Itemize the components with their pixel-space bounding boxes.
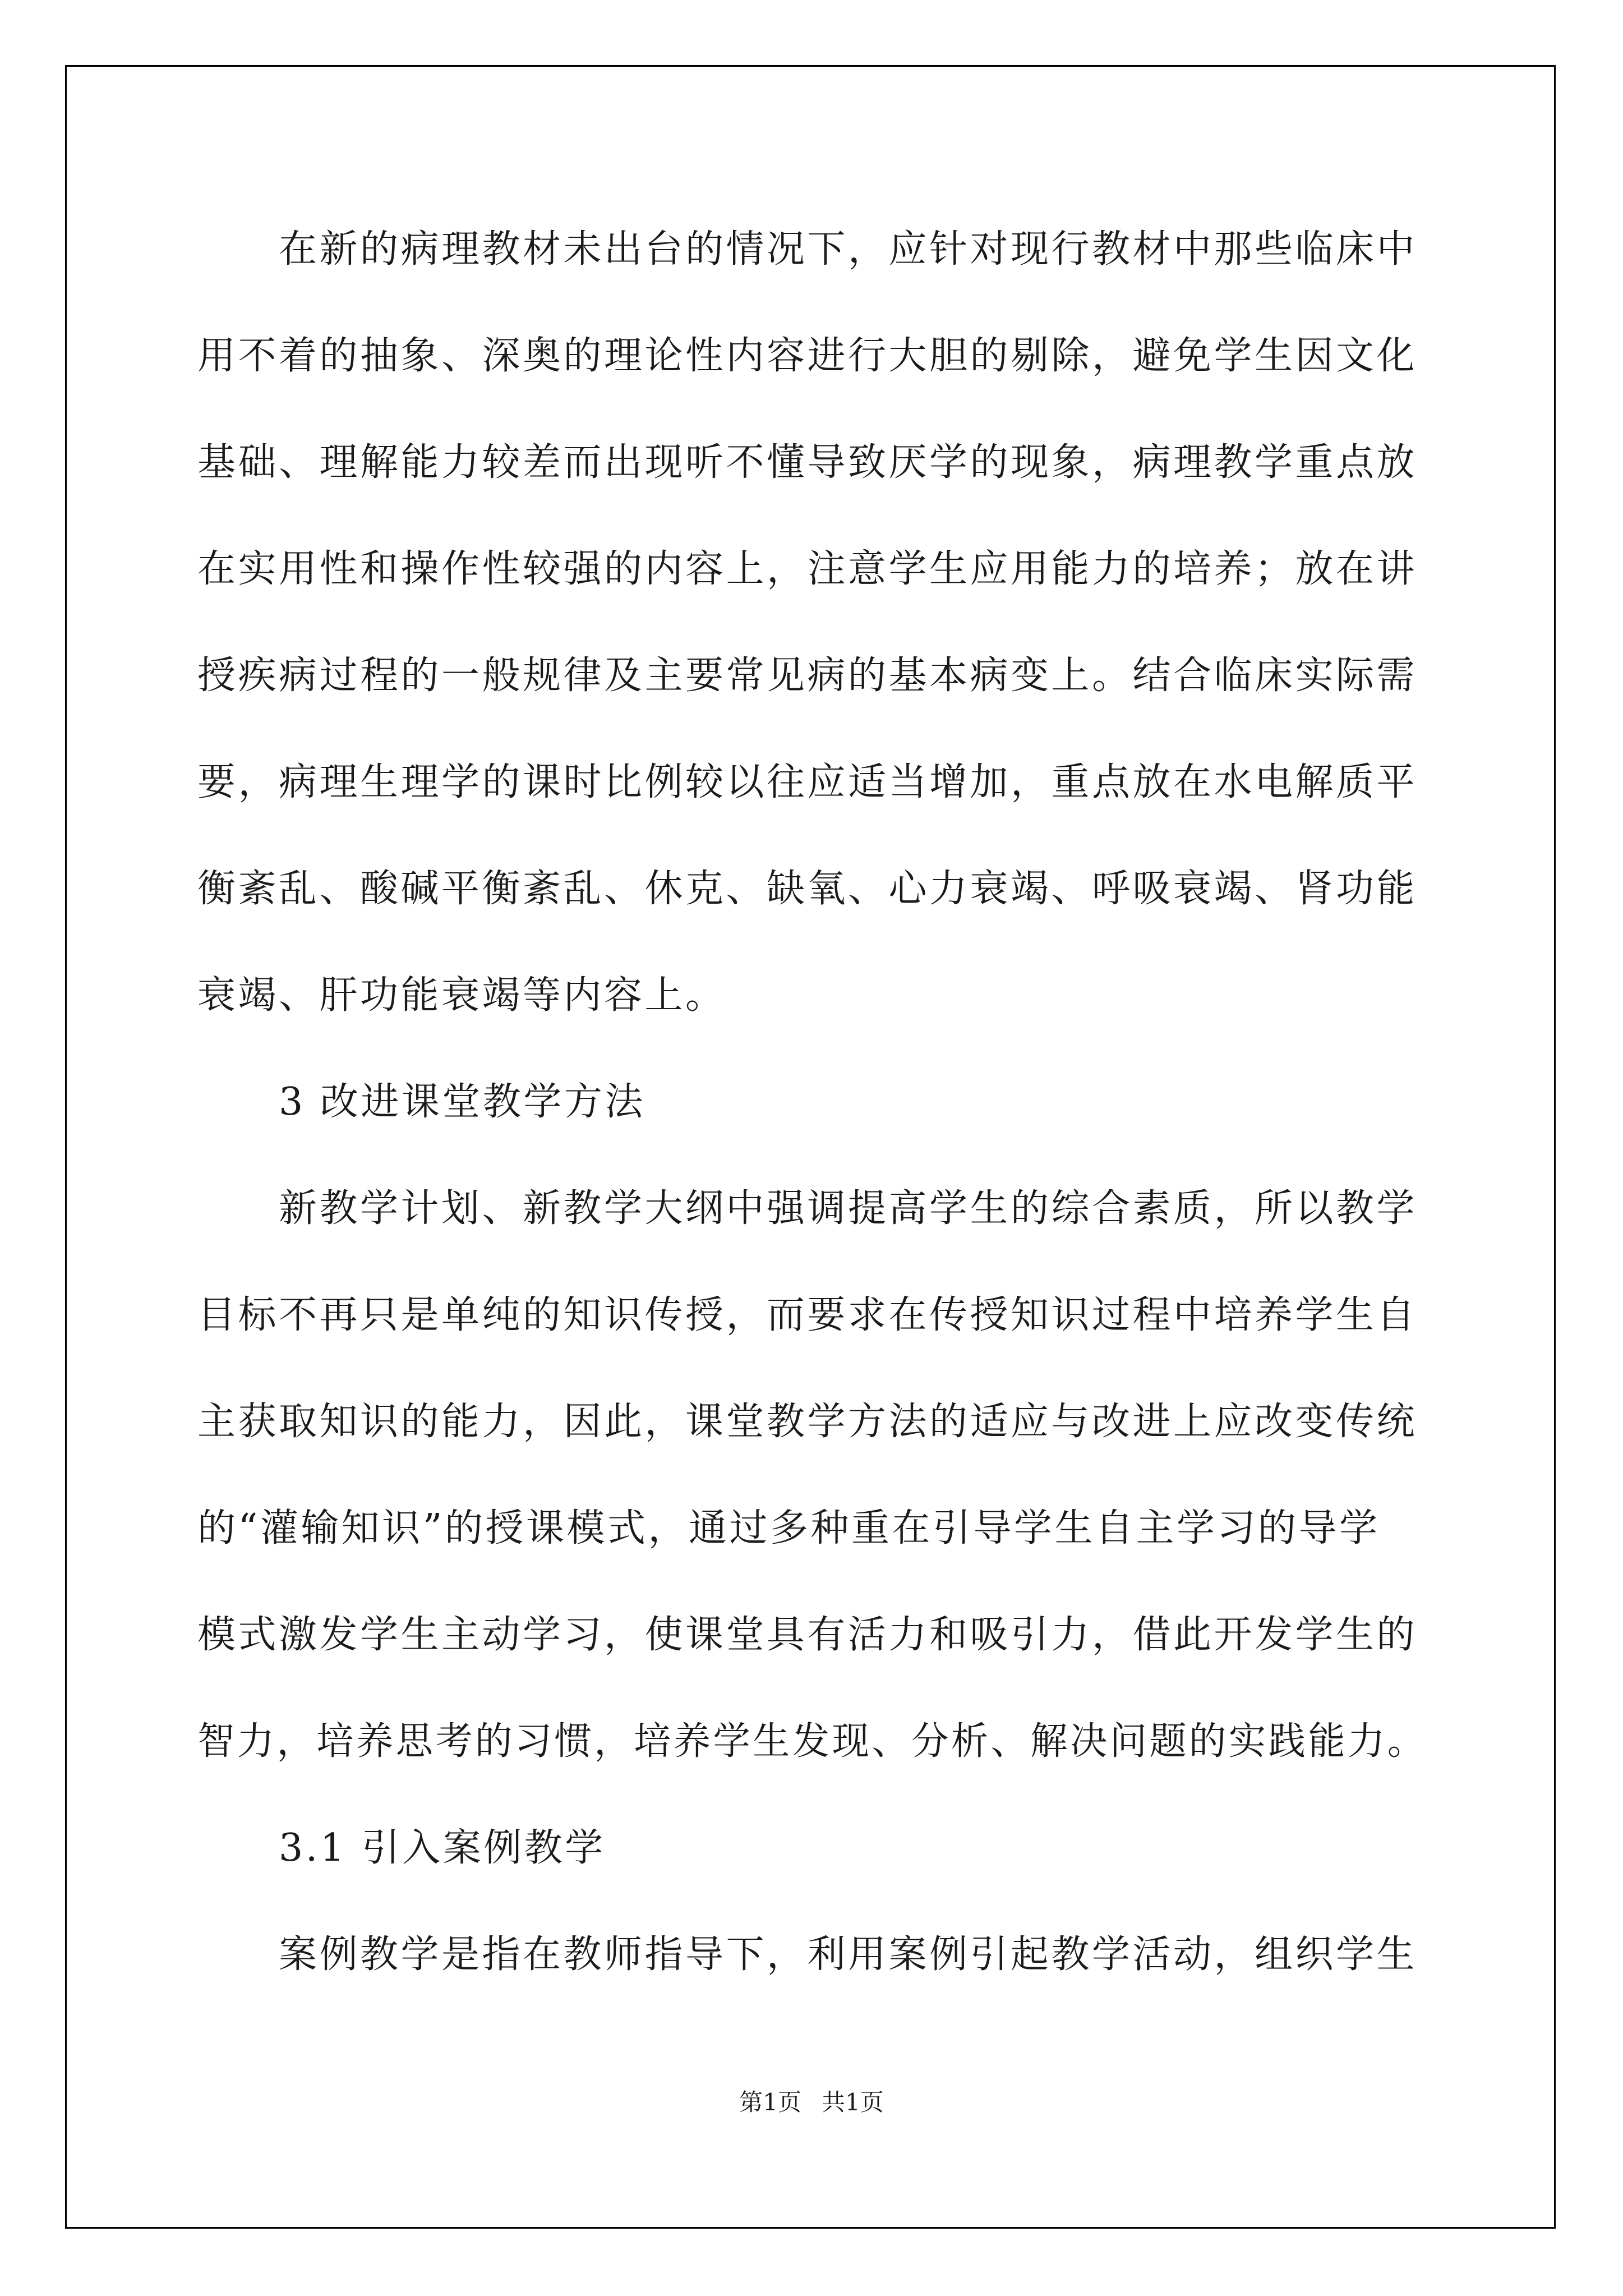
page-number: 第1页 xyxy=(739,2088,801,2116)
paragraph-1-line-4: 在实用性和操作性较强的内容上，注意学生应用能力的培养；放在讲 xyxy=(197,547,1418,591)
paragraph-1-line-7: 衡紊乱、酸碱平衡紊乱、休克、缺氧、心力衰竭、呼吸衰竭、肾功能 xyxy=(197,867,1418,911)
paragraph-3-line-1: 案例教学是指在教师指导下，利用案例引起教学活动，组织学生 xyxy=(279,1932,1418,1977)
paragraph-2-line-6: 智力，培养思考的习惯，培养学生发现、分析、解决问题的实践能力。 xyxy=(197,1719,1427,1764)
paragraph-1-line-2: 用不着的抽象、深奥的理论性内容进行大胆的剔除，避免学生因文化 xyxy=(197,334,1418,378)
section-heading-3-1: 3.1 引入案例教学 xyxy=(279,1826,606,1870)
paragraph-1-line-1: 在新的病理教材未出台的情况下，应针对现行教材中那些临床中 xyxy=(279,227,1418,272)
paragraph-2-line-5: 模式激发学生主动学习，使课堂具有活力和吸引力，借此开发学生的 xyxy=(197,1613,1418,1657)
paragraph-1-line-8: 衰竭、肝功能衰竭等内容上。 xyxy=(197,973,726,1018)
page-footer xyxy=(0,2086,1623,2119)
page-frame xyxy=(65,65,1556,2229)
paragraph-1-line-5: 授疾病过程的一般规律及主要常见病的基本病变上。结合临床实际需 xyxy=(197,654,1418,698)
paragraph-2-line-1: 新教学计划、新教学大纲中强调提高学生的综合素质，所以教学 xyxy=(279,1186,1418,1231)
paragraph-2-line-4: 的“灌输知识”的授课模式，通过多种重在引导学生自主学习的导学 xyxy=(197,1506,1380,1550)
paragraph-1-line-6: 要，病理生理学的课时比例较以往应适当增加，重点放在水电解质平 xyxy=(197,760,1418,804)
paragraph-2-line-2: 目标不再只是单纯的知识传授，而要求在传授知识过程中培养学生自 xyxy=(197,1293,1418,1337)
paragraph-2-line-3: 主获取知识的能力，因此，课堂教学方法的适应与改进上应改变传统 xyxy=(197,1400,1418,1444)
paragraph-1-line-3: 基础、理解能力较差而出现听不懂导致厌学的现象，病理教学重点放 xyxy=(197,440,1418,485)
page-total: 共1页 xyxy=(822,2088,884,2116)
section-heading-3: 3 改进课堂教学方法 xyxy=(279,1080,645,1124)
